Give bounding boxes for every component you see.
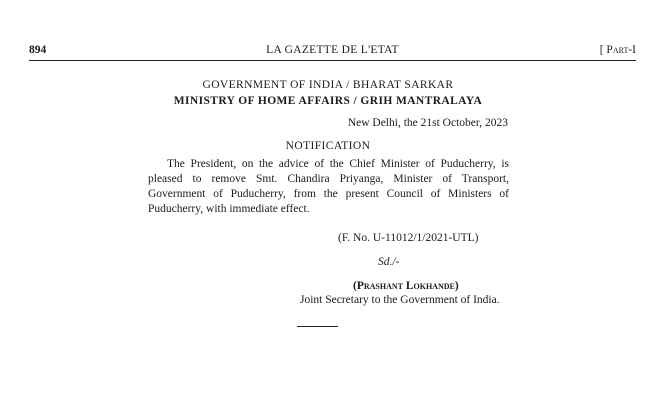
file-number: (F. No. U-11012/1/2021-UTL) <box>338 232 479 244</box>
signatory-designation: Joint Secretary to the Government of India. <box>300 294 500 306</box>
signature-mark: Sd./- <box>378 256 400 268</box>
gazette-title: LA GAZETTE DE L'ETAT <box>266 44 399 56</box>
end-divider <box>297 326 338 327</box>
ministry-line: MINISTRY OF HOME AFFAIRS / GRIH MANTRALAYA <box>173 95 483 107</box>
page-number: 894 <box>29 44 47 56</box>
signatory-name: (Prashant Lokhande) <box>353 280 459 292</box>
part-label: [ Part-I <box>599 44 636 56</box>
notification-body: The President, on the advice of the Chief Minister of Puducherry, is pleased to remove Smt. Chandira Priyanga, Minister of Transport, Government of Puducherry, from the present Council of Ministers of Puducherry, with immediate effect. <box>148 158 509 215</box>
government-line: GOVERNMENT OF INDIA / BHARAT SARKAR <box>202 79 454 91</box>
place-date: New Delhi, the 21st October, 2023 <box>347 117 508 129</box>
notification-title: NOTIFICATION <box>285 140 371 152</box>
header-divider <box>29 60 636 61</box>
